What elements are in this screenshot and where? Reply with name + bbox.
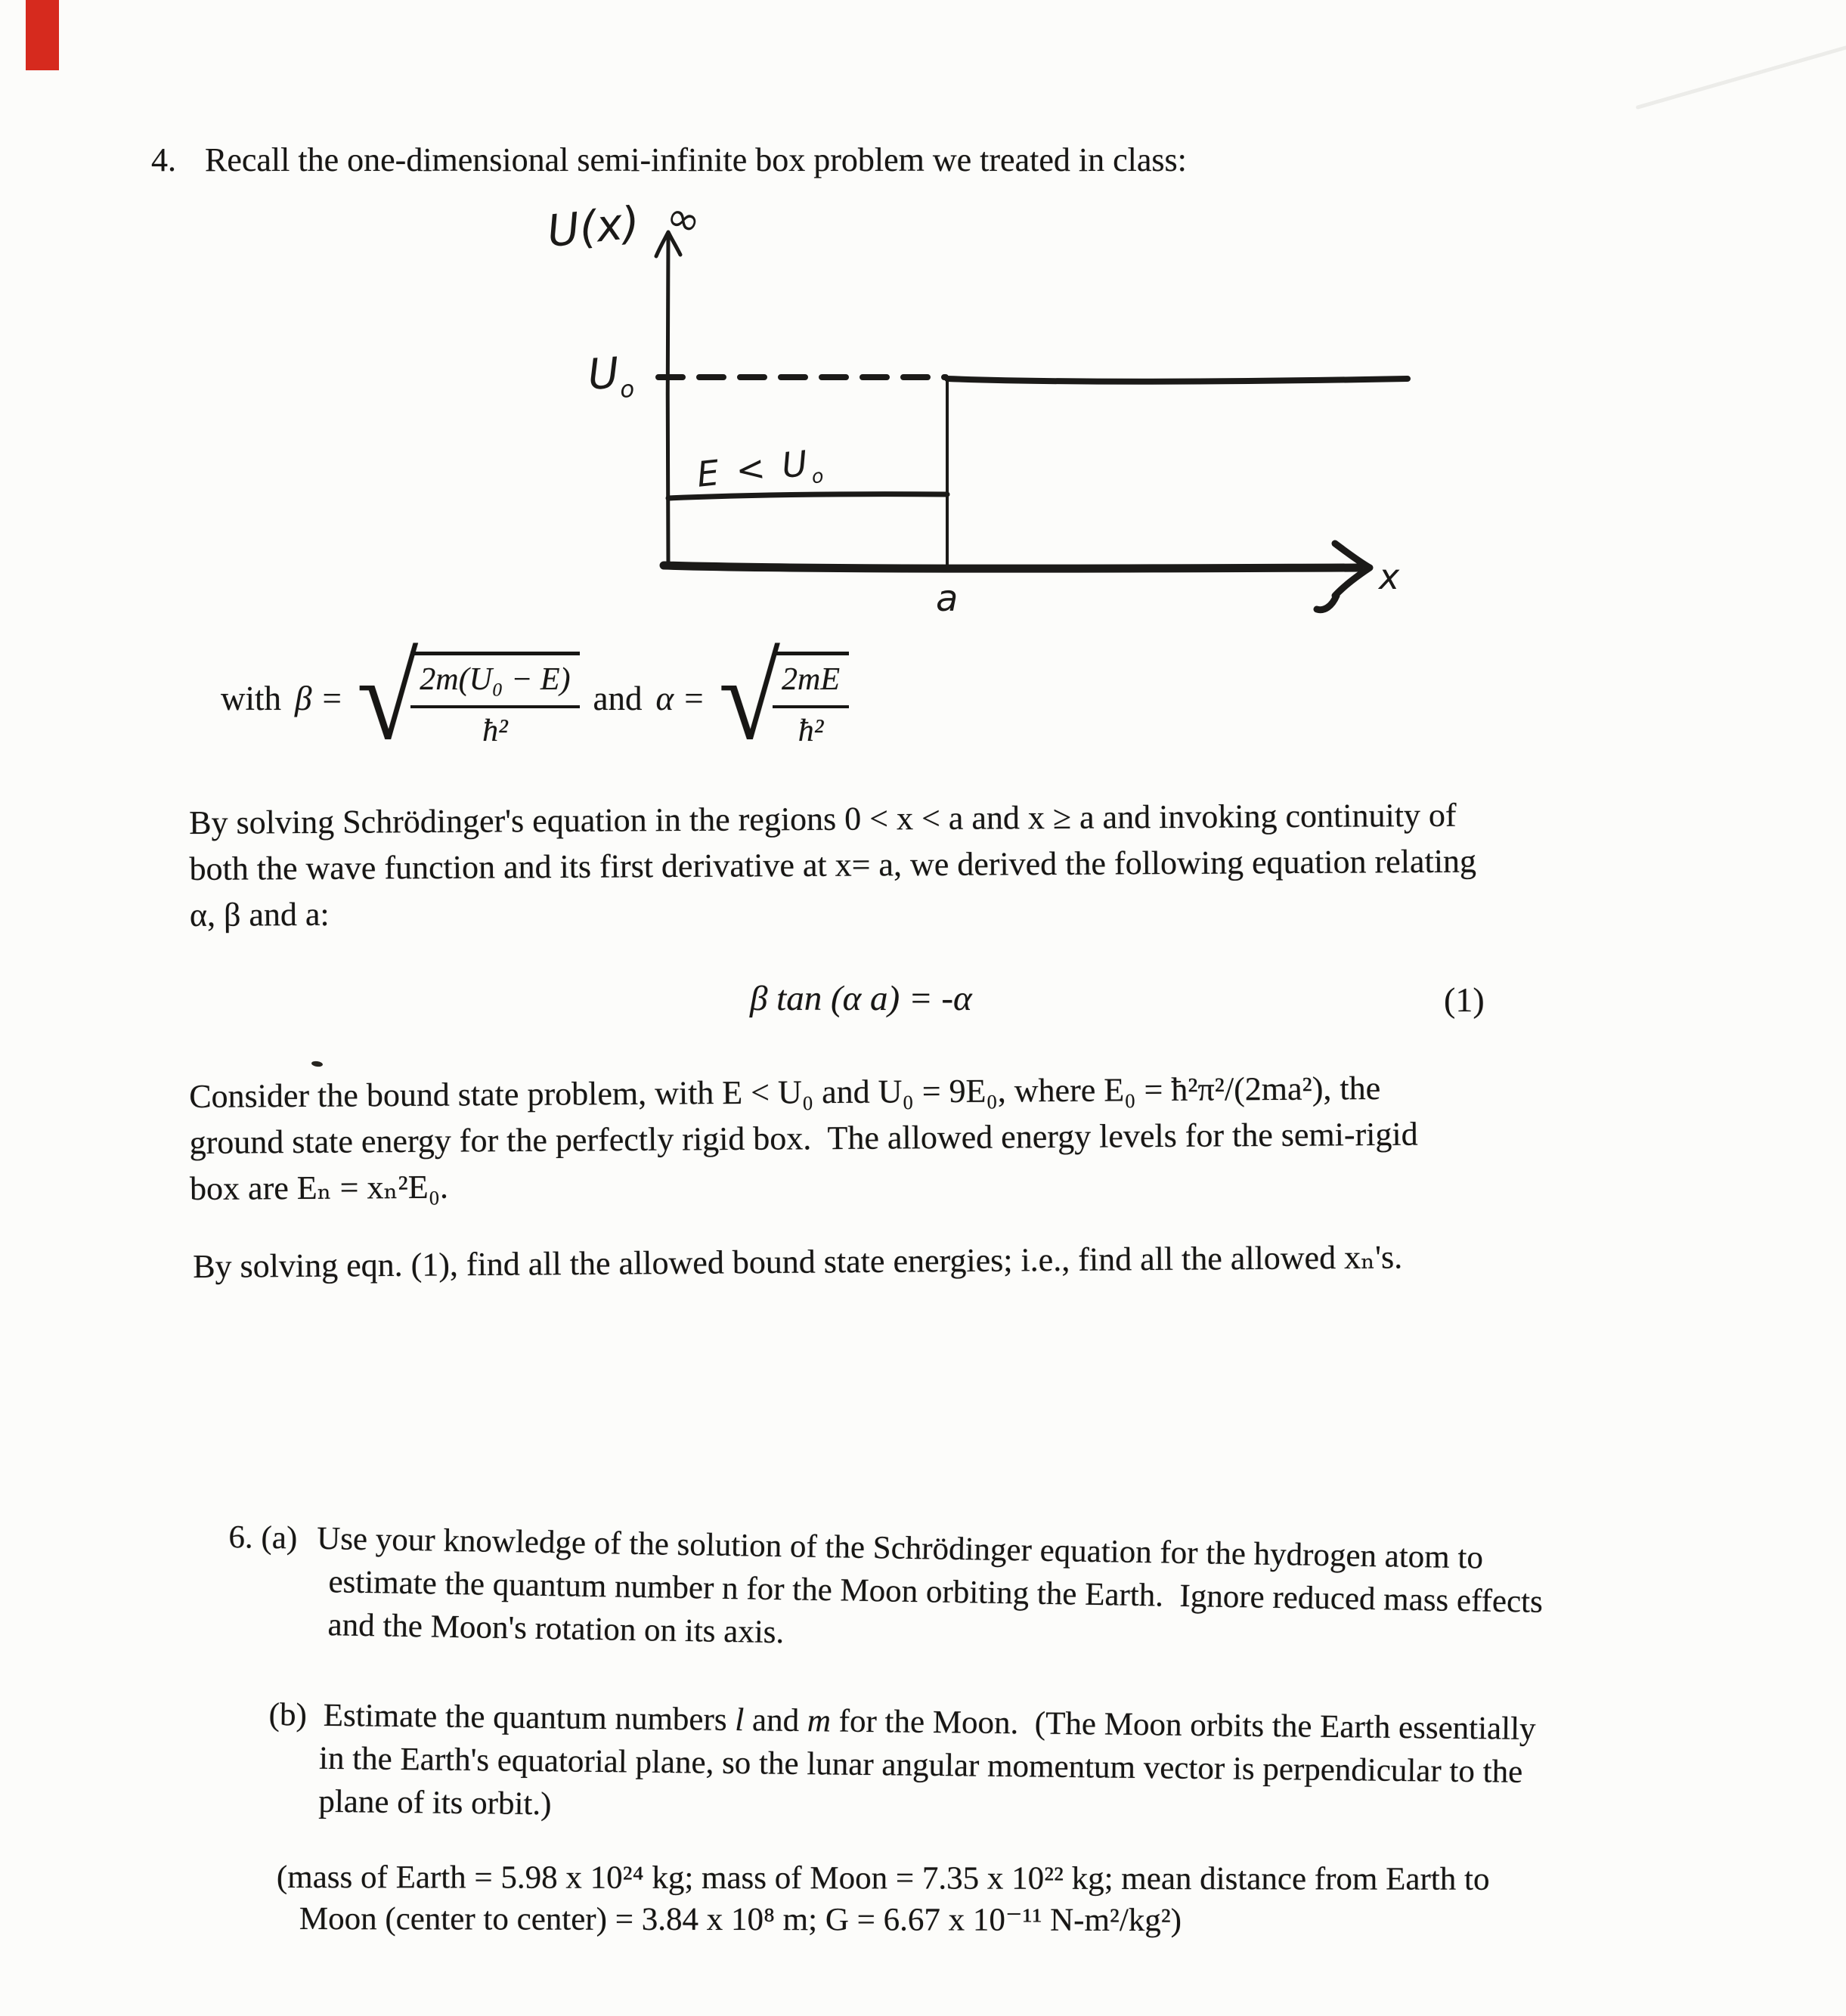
stray-ink-dot	[311, 1061, 324, 1067]
alpha-lhs: α =	[655, 679, 705, 717]
x-axis-label: x	[1379, 556, 1400, 597]
beta-denominator: ħ²	[482, 714, 508, 749]
problem4-number: 4.	[151, 141, 176, 178]
scan-streak-artifact	[1636, 39, 1846, 110]
problem6a-line-1-text: Use your knowledge of the solution of the Schrödinger equation for the hydrogen atom to	[316, 1520, 1484, 1576]
derivation-line-1: By solving Schrödinger's equation in the regions 0 < x < a and x ≥ a and invoking continuity of	[189, 796, 1457, 841]
problem6b-block	[268, 1693, 1536, 1837]
beta-alpha-definition	[221, 630, 849, 766]
problem6b-lead: (b)	[268, 1696, 308, 1733]
energy-condition-label: $E < U_o$	[695, 442, 828, 495]
problem4-headline	[151, 141, 1187, 179]
with-word: with	[221, 679, 282, 717]
beta-numerator: 2m(U₀ − E)	[410, 655, 579, 708]
problem6b-line-2: in the Earth's equatorial plane, so the lunar angular momentum vector is perpendicular to the	[318, 1740, 1523, 1790]
beta-radical	[357, 630, 579, 766]
radical-sign: √	[718, 630, 780, 766]
constants-note	[277, 1857, 1490, 1942]
alpha-denominator: ħ²	[798, 714, 824, 749]
problem6a-line-2: estimate the quantum number n for the Moon orbiting the Earth. Ignore reduced mass effects	[328, 1564, 1544, 1620]
quantum-number-l: l	[735, 1702, 745, 1739]
and-word: and	[593, 679, 643, 717]
bound-state-line-2: ground state energy for the perfectly rigid box. The allowed energy levels for the semi-rigid	[189, 1115, 1418, 1161]
alpha-numerator: 2mE	[773, 655, 849, 708]
derivation-line-2: both the wave function and its first derivative at x= a, we derived the following equation relating	[189, 842, 1477, 887]
task-sentence: By solving eqn. (1), find all the allowed bound state energies; i.e., find all the allowed xₙ's.	[193, 1238, 1403, 1285]
diagram-y-axis-label: U(x)	[544, 196, 643, 258]
alpha-radical	[718, 630, 849, 766]
constants-line-1: (mass of Earth = 5.98 x 10²⁴ kg; mass of Moon = 7.35 x 10²² kg; mean distance from Earth to	[276, 1860, 1490, 1897]
quantum-number-m: m	[807, 1703, 832, 1739]
red-scan-mark	[26, 0, 59, 70]
beta-lhs: β =	[295, 679, 344, 717]
x-axis-arrowhead	[1317, 543, 1370, 610]
y-axis-line	[667, 237, 668, 565]
bound-state-paragraph	[189, 1065, 1418, 1212]
beta-fraction	[410, 652, 579, 748]
problem4-title: Recall the one-dimensional semi-infinite box problem we treated in class:	[205, 141, 1187, 178]
radical-sign: √	[357, 630, 419, 766]
outer-potential-line	[947, 379, 1408, 382]
derivation-line-3: α, β and a:	[189, 895, 330, 934]
alpha-fraction	[773, 652, 849, 748]
equation-1: β tan (α a) = -α	[750, 979, 972, 1018]
infinity-symbol: ∞	[660, 190, 708, 247]
a-tick-label: a	[936, 578, 959, 620]
constants-line-2: Moon (center to center) = 3.84 x 10⁸ m; G = 6.67 x 10⁻¹¹ N-m²/kg²)	[299, 1901, 1182, 1939]
x-axis-line	[664, 565, 1359, 568]
problem6a-line-3: and the Moon's rotation on its axis.	[327, 1607, 785, 1651]
problem6b-line-1-text: Estimate the quantum numbers l and m for the Moon. (The Moon orbits the Earth essentially	[323, 1697, 1536, 1748]
problem6a-block	[227, 1516, 1544, 1667]
problem6b-line-3: plane of its orbit.)	[318, 1783, 552, 1822]
potential-well-diagram	[454, 190, 1451, 631]
bound-state-line-3: box are Eₙ = xₙ²E₀.	[189, 1168, 449, 1207]
derivation-paragraph	[189, 792, 1477, 938]
problem6a-lead: 6. (a)	[228, 1519, 298, 1556]
u0-level-label: $U_o$	[586, 348, 636, 404]
bound-state-line-1: Consider the bound state problem, with E < U₀ and U₀ = 9E₀, where E₀ = ħ²π²/(2ma²), the	[189, 1069, 1381, 1115]
equation-1-number: (1)	[1444, 980, 1485, 1019]
